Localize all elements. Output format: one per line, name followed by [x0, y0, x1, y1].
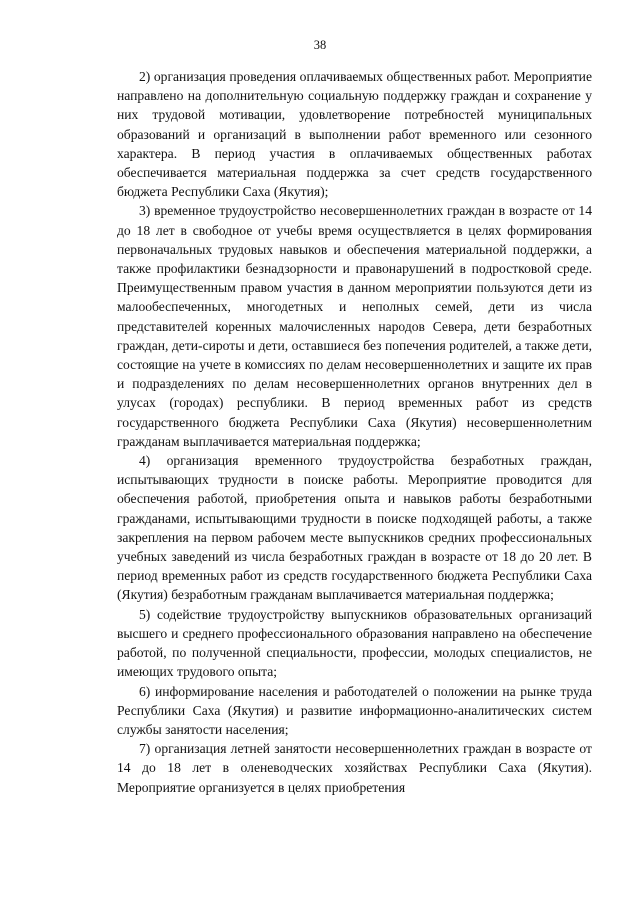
paragraph-item-6: 6) информирование населения и работодателей о положении на рынке труда Республики Саха (Якутия) и развитие информационно-аналитических систем службы занятости населения; — [117, 683, 592, 737]
paragraph-item-4: 4) организация временного трудоустройства безработных граждан, испытывающих трудности в поиске работы. Мероприятие проводится для обеспечения работой, приобретения опыта и навыков работы безработными гражданами, испытывающими трудности в поиске подходящей работы, а также закрепления на первом рабочем месте выпускников средних профессиональных учебных заведений из числа безработных граждан в возрасте от 18 до 20 лет. В период временных работ из средств государственного бюджета Республики Саха (Якутия) безработным гражданам выплачивается материальная поддержка; — [117, 453, 592, 603]
paragraph-item-7: 7) организация летней занятости несовершеннолетних граждан в возрасте от 14 до 18 лет в оленеводческих хозяйствах Республики Саха (Якутия). Мероприятие организуется в целях приобретения — [117, 741, 592, 795]
paragraph-item-2: 2) организация проведения оплачиваемых общественных работ. Мероприятие направлено на дополнительную социальную поддержку граждан и сохранение у них трудовой мотивации, удовлетворение потребностей муниципальных образований и организаций в выполнении работ временного или сезонного характера. В период участия в оплачиваемых общественных работах обеспечивается материальная поддержка за счет средств государственного бюджета Республики Саха (Якутия); — [117, 69, 592, 200]
document-body — [117, 67, 592, 797]
paragraph-item-3: 3) временное трудоустройство несовершеннолетних граждан в возрасте от 14 до 18 лет в свободное от учебы время осуществляется в целях формирования первоначальных трудовых навыков и обеспечения материальной поддержки, а также профилактики безнадзорности и правонарушений в подростковой среде. Преимущественным правом участия в данном мероприятии пользуются дети из малообеспеченных, многодетных и неполных семей, дети из числа представителей коренных малочисленных народов Севера, дети безработных граждан, дети-сироты и дети, оставшиеся без попечения родителей, а также дети, состоящие на учете в комиссиях по делам несовершеннолетних и защите их прав и подразделениях по делам несовершеннолетних органов внутренних дел в улусах (городах) республики. В период временных работ из средств государственного бюджета Республики Саха (Якутия) несовершеннолетним гражданам выплачивается материальная поддержка; — [117, 203, 592, 449]
paragraph-item-5: 5) содействие трудоустройству выпускников образовательных организаций высшего и среднего профессионального образования направлено на обеспечение работой, по полученной специальности, профессии, молодых специалистов, не имеющих трудового опыта; — [117, 606, 592, 680]
page-number: 38 — [313, 38, 327, 52]
